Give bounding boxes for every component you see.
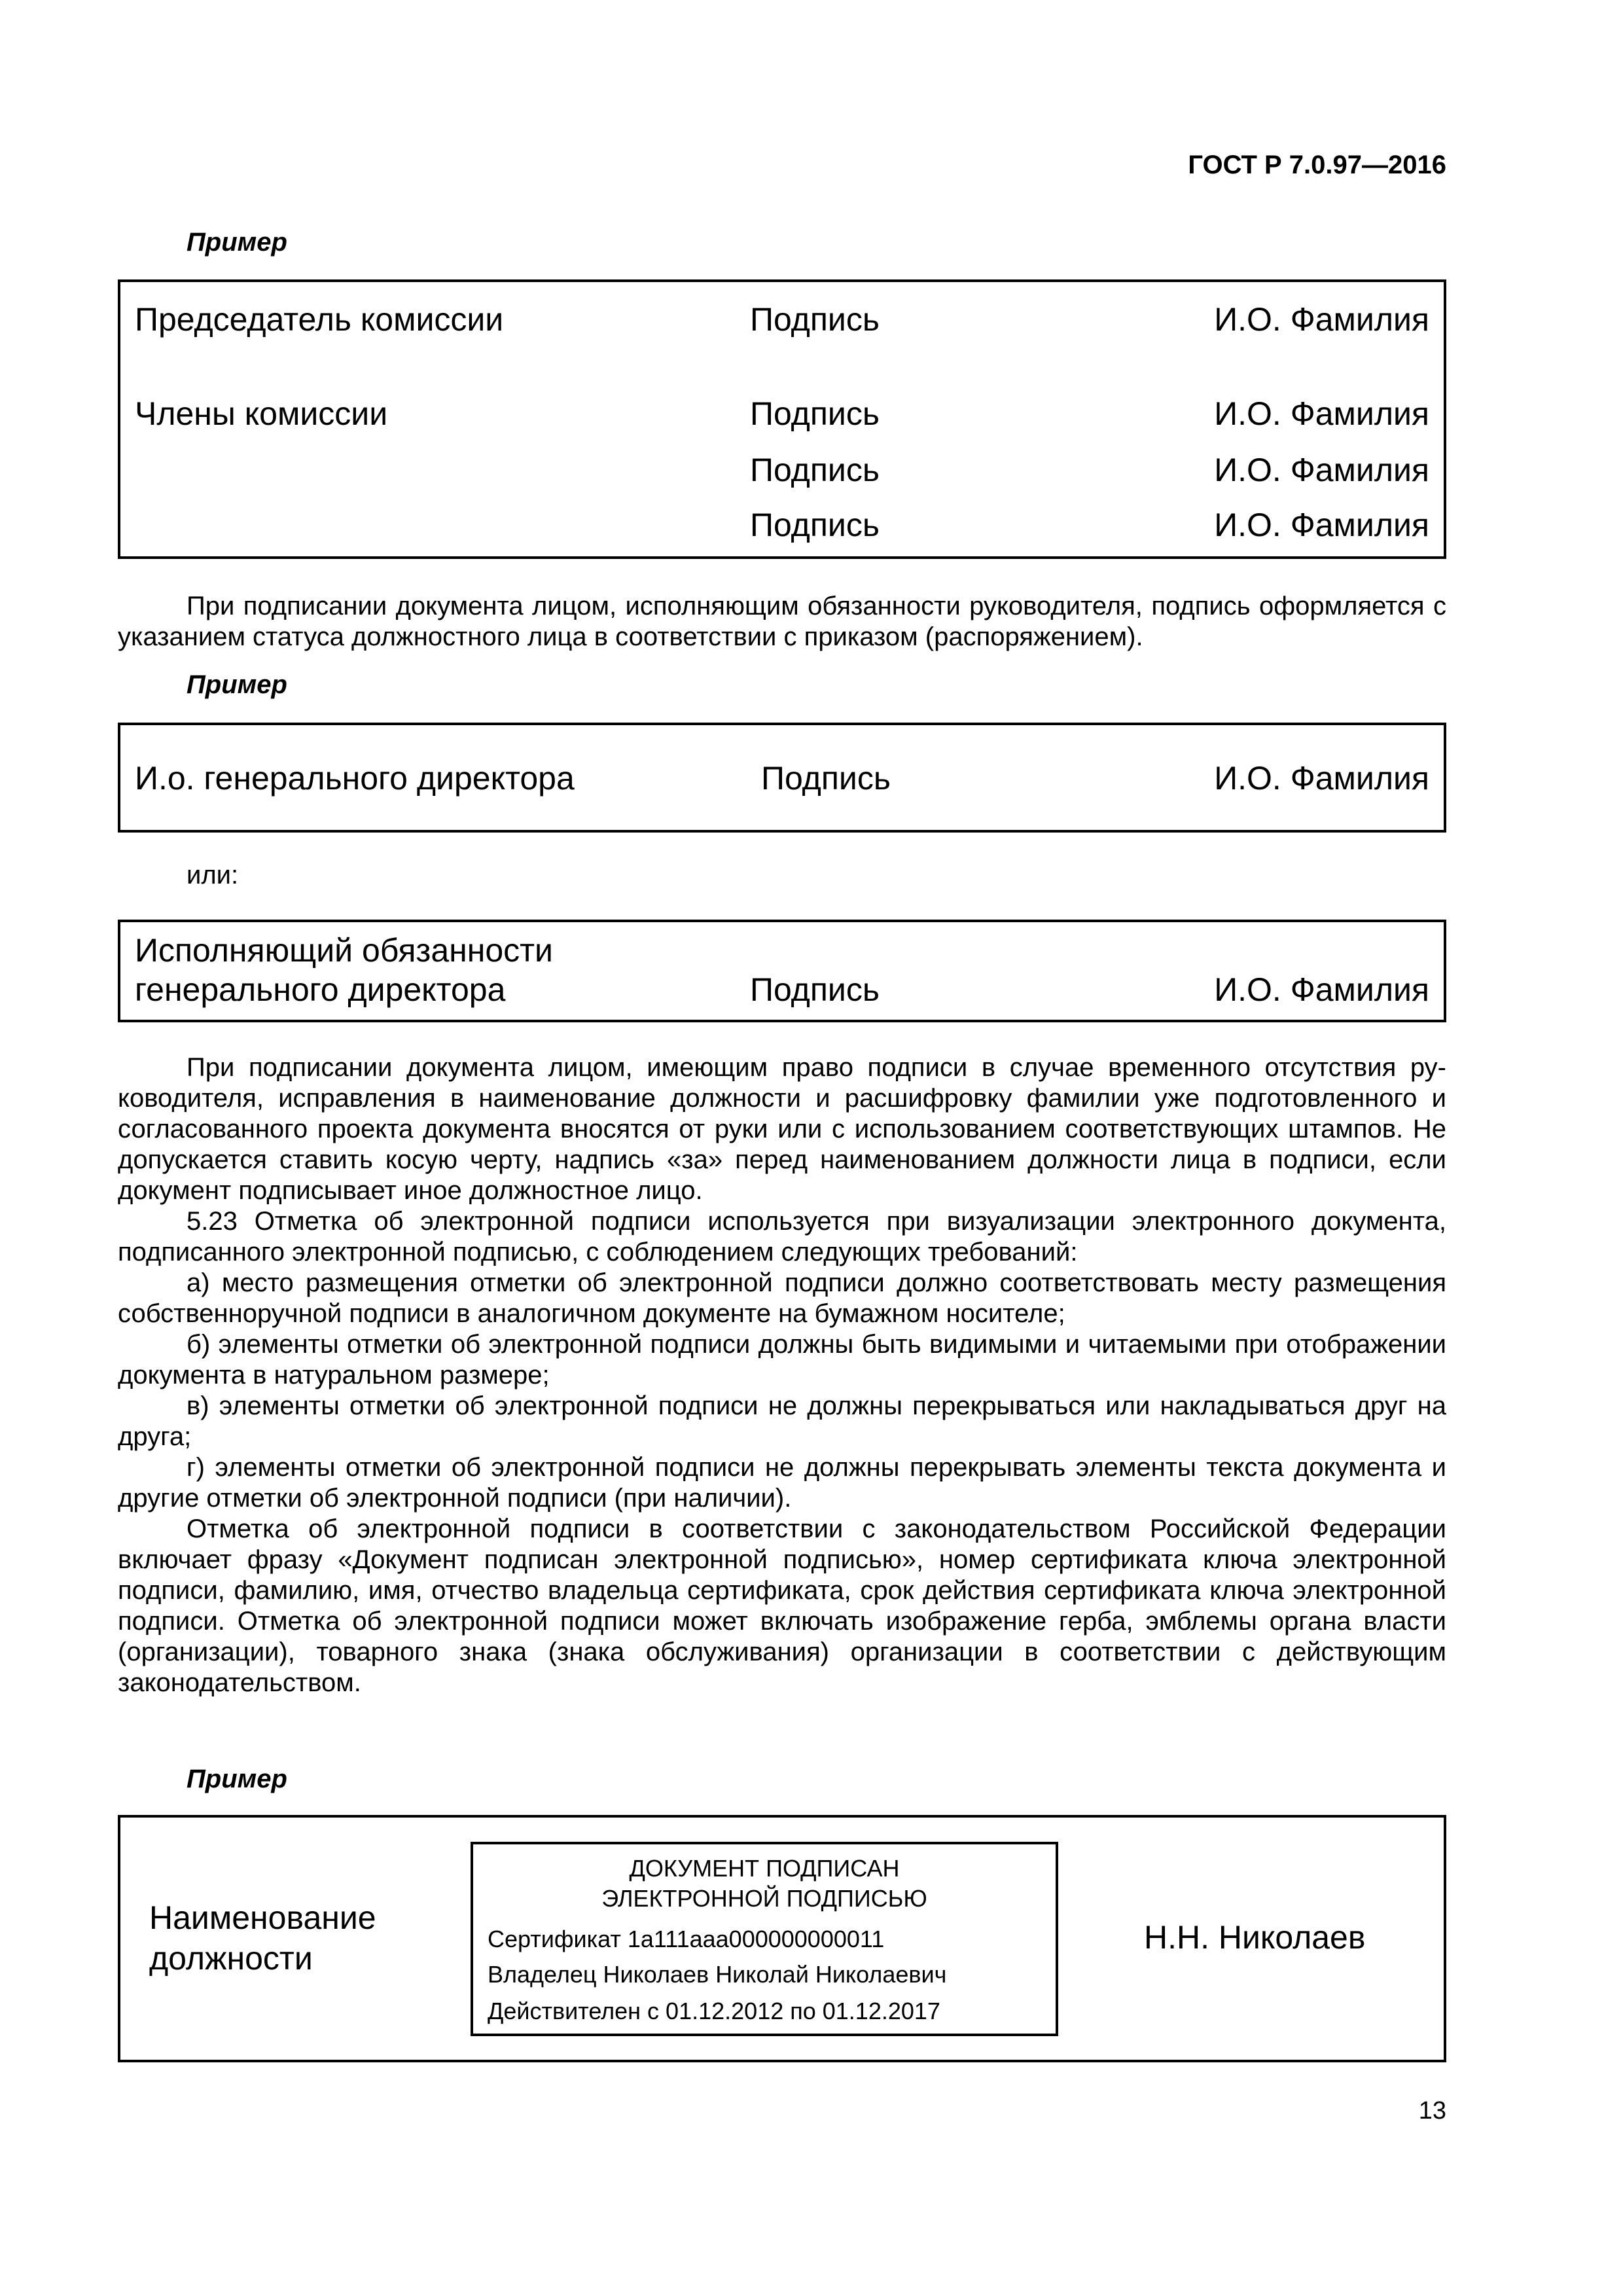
stamp-certificate: Сертификат 1a111aaa000000000011	[488, 1926, 885, 1952]
signature-placeholder: Подпись	[750, 971, 880, 1008]
paragraph-clause-5-23: 5.23 Отметка об электронной подписи используется при визуализации электронного документа, подписанного электронной подписью, с соблюдением следующих требований:	[118, 1207, 1446, 1266]
position-members: Члены комиссии	[135, 395, 388, 432]
body-text	[118, 1052, 1446, 1698]
stamp-validity: Действителен с 01.12.2012 по 01.12.2017	[488, 1998, 940, 2024]
paragraph-acting-head	[118, 591, 1446, 653]
example-label: Пример	[187, 670, 287, 699]
position-line1: Наименование	[149, 1899, 376, 1936]
signatory-name: И.О. Фамилия	[1214, 971, 1429, 1008]
signatory-name: И.О. Фамилия	[1214, 760, 1429, 797]
signatory-name: И.О. Фамилия	[1214, 452, 1429, 488]
signatory-name: И.О. Фамилия	[1214, 507, 1429, 543]
example-box-commission	[118, 279, 1446, 559]
stamp-owner: Владелец Николаев Николай Николаевич	[488, 1961, 947, 1988]
position-line1: Исполняющий обязанности	[135, 932, 553, 969]
position-acting-director: И.о. генерального директора	[135, 760, 575, 797]
paragraph: При подписании документа лицом, исполняющим обязанности руководителя, подпись оформляется с указанием статуса должностного лица в соответствии с приказом (распоряжением).	[118, 592, 1446, 651]
signatory-name: Н.Н. Николаев	[1144, 1919, 1366, 1956]
list-item-b: б) элементы отметки об электронной подписи должны быть видимыми и читаемыми при отображении документа в натуральном размере;	[118, 1330, 1446, 1390]
signatory-name: И.О. Фамилия	[1214, 301, 1429, 338]
document-standard-header: ГОСТ Р 7.0.97—2016	[1188, 151, 1446, 179]
paragraph-signature-contents: Отметка об электронной подписи в соответствии с законодательством Российской Федерации включает фразу «Документ подписан электронной подписью», номер сертификата ключа электронной подписи, фамилию, имя, отчество владельца сертификата, срок действия сертификата ключа электронной подписи. Отметка об электронной подписи может включать изображение герба, эмблемы органа власти (организации), товарного знака (знака обслуживания) организации в соответствии с действующим законодательством.	[118, 1515, 1446, 1697]
example-box-acting-director	[118, 723, 1446, 833]
list-item-v: в) элементы отметки об электронной подписи не должны перекрываться или накладываться друг на друга;	[118, 1391, 1446, 1451]
example-label: Пример	[187, 228, 287, 257]
signatory-name: И.О. Фамилия	[1214, 395, 1429, 432]
position-line2: генерального директора	[135, 971, 506, 1008]
electronic-signature-stamp	[471, 1842, 1058, 2036]
signature-placeholder: Подпись	[750, 507, 880, 543]
example-box-electronic-signature	[118, 1815, 1446, 2062]
example-box-acting-duties	[118, 920, 1446, 1022]
signature-placeholder: Подпись	[750, 395, 880, 432]
stamp-title-line2: ЭЛЕКТРОННОЙ ПОДПИСЬЮ	[601, 1885, 927, 1912]
signature-placeholder: Подпись	[750, 452, 880, 488]
signature-placeholder: Подпись	[761, 760, 891, 797]
stamp-title-line1: ДОКУМЕНТ ПОДПИСАН	[629, 1855, 900, 1882]
signature-placeholder: Подпись	[750, 301, 880, 338]
paragraph: При подписании документа лицом, имеющим право подписи в случае временного отсутствия руководителя, исправления в наименование должности и расшифровку фамилии уже подготовленного и согласованного проекта документа вносятся от руки или с использованием соответствующих штампов. Не допускается ставить косую черту, надпись «за» перед наименованием должности лица в подписи, если документ подписывает иное должностное лицо.	[118, 1053, 1446, 1205]
position-chairman: Председатель комиссии	[135, 301, 504, 338]
stamp-title	[473, 1854, 1056, 1914]
page-number: 13	[1418, 2097, 1446, 2125]
list-item-g: г) элементы отметки об электронной подписи не должны перекрывать элементы текста документа и другие отметки об электронной подписи (при наличии).	[118, 1453, 1446, 1513]
example-label: Пример	[187, 1765, 287, 1793]
position-line2: должности	[149, 1940, 313, 1977]
list-item-a: а) место размещения отметки об электронной подписи должно соответствовать месту размещения собственноручной подписи в аналогичном документе на бумажном носителе;	[118, 1268, 1446, 1328]
or-separator: или:	[187, 861, 239, 889]
